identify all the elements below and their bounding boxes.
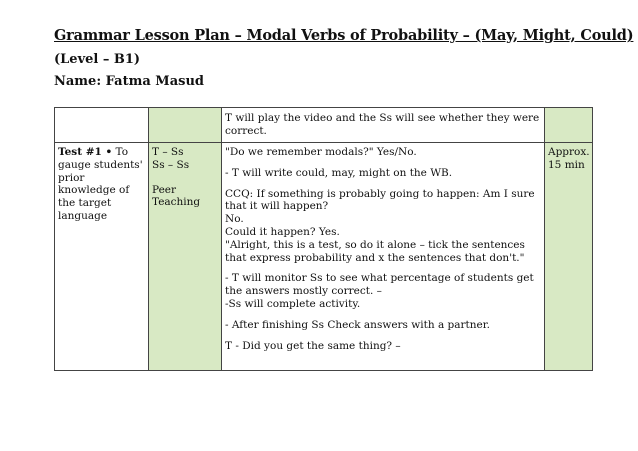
table-row <box>55 143 593 371</box>
procedure-paragraph: - T will write could, may, might on the WB. <box>225 166 453 179</box>
procedure-line: - T will monitor Ss to see what percentage of students get the answers mostly correct. – <box>225 272 534 298</box>
page-title: Grammar Lesson Plan – Modal Verbs of Probability – (May, Might, Could) <box>54 27 634 44</box>
procedure-line: CCQ: If something is probably going to happen: Am I sure that it will happen? <box>225 187 535 213</box>
interaction-line: Ss – Ss <box>152 158 190 171</box>
author-name: Name: Fatma Masud <box>54 74 204 89</box>
procedure-cell <box>222 143 545 371</box>
interaction-cell <box>149 143 222 371</box>
level-label: (Level – B1) <box>54 52 141 67</box>
stage-aim: To gauge students' prior knowledge of the target language <box>58 146 143 222</box>
procedure-cell <box>222 108 545 143</box>
stage-cell <box>55 143 149 371</box>
time-line: 15 min <box>548 158 585 171</box>
procedure-paragraph: "Do we remember modals?" Yes/No. <box>225 146 417 158</box>
lesson-plan-table <box>54 107 593 371</box>
procedure-paragraph: T - Did you get the same thing? – <box>225 339 401 352</box>
interaction-line: Peer <box>152 183 177 196</box>
interaction-cell <box>149 108 222 143</box>
time-line: Approx. <box>548 146 590 158</box>
procedure-text: T will play the video and the Ss will see whether they were correct. <box>225 112 540 137</box>
procedure-line: -Ss will complete activity. <box>225 297 361 310</box>
stage-title: Test #1 • <box>58 146 113 158</box>
procedure-line: Could it happen? Yes. <box>225 225 340 238</box>
procedure-paragraph: - After finishing Ss Check answers with a partner. <box>225 318 490 331</box>
time-cell <box>545 143 593 371</box>
procedure-line: "Alright, this is a test, so do it alone – tick the sentences that express probability and x the sentences that don't." <box>225 238 525 264</box>
time-cell <box>545 108 593 143</box>
procedure-line: No. <box>225 213 244 226</box>
stage-cell <box>55 108 149 143</box>
interaction-line: Teaching <box>152 196 201 209</box>
table-row <box>55 108 593 143</box>
interaction-line: T – Ss <box>152 146 184 158</box>
